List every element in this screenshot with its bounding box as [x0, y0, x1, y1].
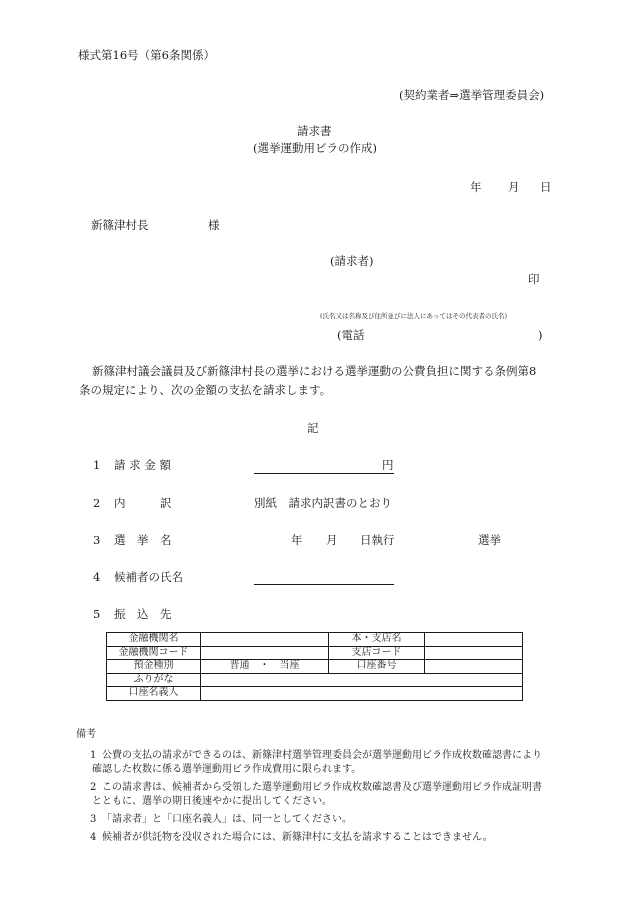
- item-number-2: 2: [93, 496, 101, 510]
- item-label-candidate: 候補者の氏名: [114, 570, 183, 584]
- notes-section: [76, 725, 576, 849]
- addressee-honorific: 様: [208, 218, 220, 232]
- note-number: 1: [90, 750, 97, 761]
- item-number-4: 4: [93, 570, 101, 584]
- item-label-election: 選 挙 名: [114, 533, 172, 547]
- note-text: 公費の支払の請求ができるのは、新篠津村選挙管理委員会が選挙運動用ビラ作成枚数確認書により: [102, 750, 542, 761]
- item-label-amount: 請 求 金 額: [114, 458, 171, 472]
- ki-heading: 記: [307, 421, 319, 435]
- seal-mark: 印: [528, 272, 540, 286]
- note-item: [76, 831, 576, 845]
- bank-code-field: [201, 646, 329, 660]
- addressee-name: 新篠津村長: [91, 218, 149, 232]
- account-holder-label: 口座名義人: [107, 687, 201, 701]
- table-row: [107, 646, 523, 660]
- bank-name-label: 金融機関名: [107, 633, 201, 647]
- note-text-continued: とともに、選挙の期日後速やかに提出してください。: [92, 796, 332, 807]
- note-number: 3: [90, 814, 97, 825]
- branch-name-field: [425, 633, 523, 647]
- document-subtitle: (選挙運動用ビラの作成): [253, 141, 377, 155]
- body-text-line1: 新篠津村議会議員及び新篠津村長の選挙における選挙運動の公費負担に関する条例第8: [92, 364, 537, 378]
- note-text: 候補者が供託物を没収された場合には、新篠津村に支払を請求することはできません。: [102, 832, 493, 843]
- table-row: [107, 687, 523, 701]
- bank-name-field: [201, 633, 329, 647]
- routing-note: (契約業者⇒選挙管理委員会): [399, 88, 545, 102]
- note-text: この請求書は、候補者から受領した選挙運動用ビラ作成枚数確認書及び選挙運動用ビラ作成証明書: [102, 782, 542, 793]
- notes-title: 備考: [76, 729, 96, 740]
- item-number-5: 5: [93, 607, 101, 621]
- election-day: 日執行: [360, 533, 395, 547]
- note-text-continued: 確認した枚数に係る選挙運動用ビラ作成費用に限られます。: [92, 764, 362, 775]
- item-number-1: 1: [93, 458, 101, 472]
- bank-code-label: 金融機関コード: [107, 646, 201, 660]
- breakdown-value: 別紙 請求内訳書のとおり: [254, 496, 392, 510]
- table-row: [107, 660, 523, 674]
- note-number: 4: [90, 832, 97, 843]
- claimant-label: (請求者): [330, 254, 374, 268]
- form-number: 様式第16号（第6条関係）: [78, 48, 215, 62]
- document-title: 請求書: [297, 124, 332, 138]
- account-holder-field: [201, 687, 523, 701]
- note-item: [76, 813, 576, 827]
- branch-name-label: 本・支店名: [329, 633, 425, 647]
- deposit-type-options: 普通 ・ 当座: [201, 660, 329, 674]
- note-item: [76, 781, 576, 809]
- election-month: 月: [326, 533, 338, 547]
- table-row: [107, 633, 523, 647]
- date-day: 日: [540, 180, 552, 194]
- note-text: 「請求者」と「口座名義人」は、同一としてください。: [102, 814, 352, 825]
- bank-info-table: [106, 632, 523, 701]
- election-suffix: 選挙: [478, 533, 501, 547]
- date-month: 月: [508, 180, 520, 194]
- account-number-label: 口座番号: [329, 660, 425, 674]
- note-item: [76, 749, 576, 777]
- candidate-underline: [254, 584, 394, 585]
- item-number-3: 3: [93, 533, 101, 547]
- election-year: 年: [291, 533, 303, 547]
- account-number-field: [425, 660, 523, 674]
- deposit-type-label: 預金種別: [107, 660, 201, 674]
- date-year: 年: [470, 180, 482, 194]
- amount-underline: [254, 473, 394, 474]
- item-label-transfer: 振 込 先: [114, 607, 172, 621]
- branch-code-label: 支店コード: [329, 646, 425, 660]
- amount-unit: 円: [382, 458, 394, 472]
- table-row: [107, 673, 523, 687]
- body-text-line2: 条の規定により、次の金額の支払を請求します。: [79, 383, 332, 397]
- furigana-label: ふりがな: [107, 673, 201, 687]
- note-number: 2: [90, 782, 97, 793]
- claimant-name-note: (氏名又は名称及び住所並びに法人にあってはその代表者の氏名): [320, 312, 508, 320]
- furigana-field: [201, 673, 523, 687]
- branch-code-field: [425, 646, 523, 660]
- item-label-breakdown: 内 訳: [114, 496, 172, 510]
- phone-close: ): [538, 328, 543, 342]
- phone-open: (電話: [337, 328, 365, 342]
